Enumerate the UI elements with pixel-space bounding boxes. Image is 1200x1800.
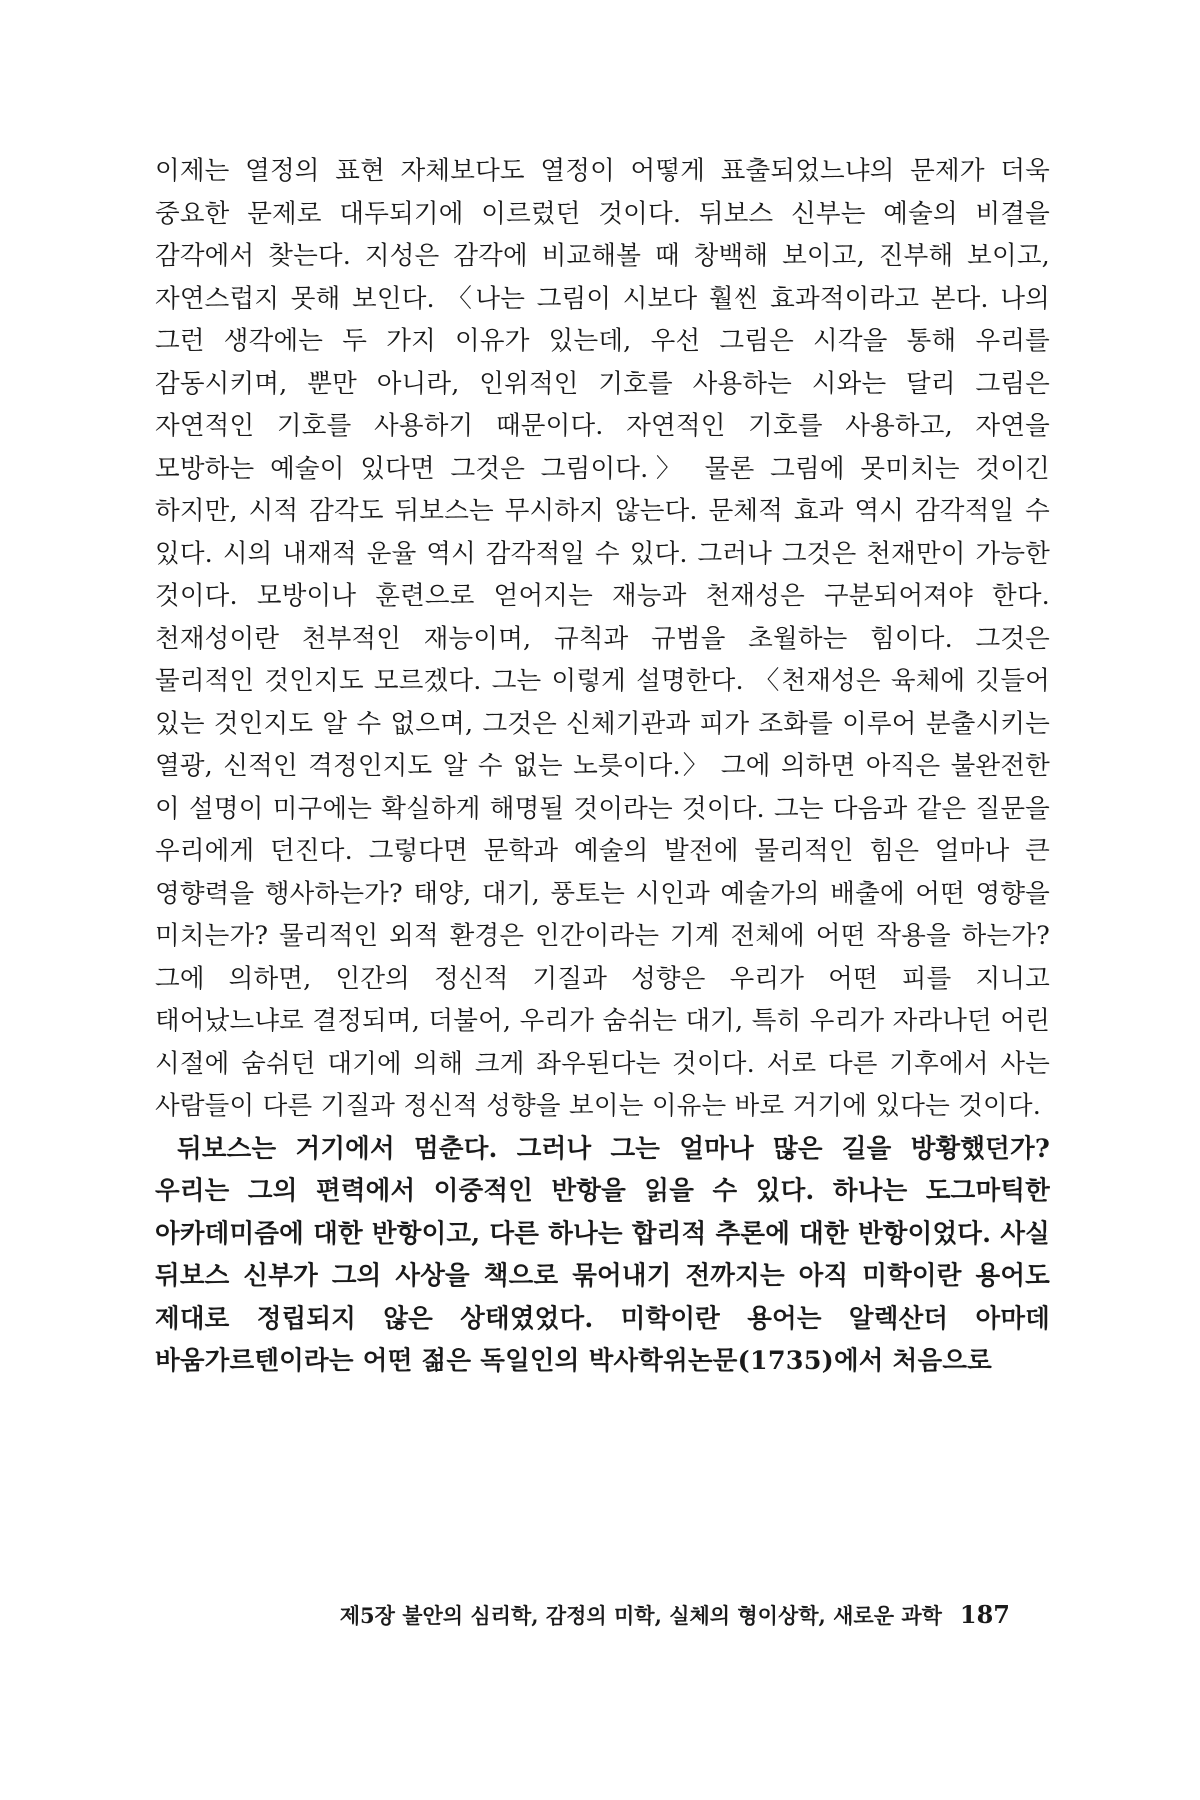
page-footer xyxy=(340,1600,1010,1630)
page-number: 187 xyxy=(959,1600,1010,1629)
paragraph-1: 이제는 열정의 표현 자체보다도 열정이 어떻게 표출되었느냐의 문제가 더욱 중요한 문제로 대두되기에 이르렀던 것이다. 뒤보스 신부는 예술의 비결을 감각에서 찾는다. 지성은 감각에 비교해볼 때 창백해 보이고, 진부해 보이고, 자연스럽지 못해 보인다. 〈나는 그림이 시보다 훨씬 효과적이라고 본다. 나의 그런 생각에는 두 가지 이유가 있는데, 우선 그림은 시각을 통해 우리를 감동시키며, 뿐만 아니라, 인위적인 기호를 사용하는 시와는 달리 그림은 자연적인 기호를 사용하기 때문이다. 자연적인 기호를 사용하고, 자연을 모방하는 예술이 있다면 그것은 그림이다.〉 물론 그림에 못미치는 것이긴 하지만, 시적 감각도 뒤보스는 무시하지 않는다. 문체적 효과 역시 감각적일 수 있다. 시의 내재적 운율 역시 감각적일 수 있다. 그러나 그것은 천재만이 가능한 것이다. 모방이나 훈련으로 얻어지는 재능과 천재성은 구분되어져야 한다. 천재성이란 천부적인 재능이며, 규칙과 규범을 초월하는 힘이다. 그것은 물리적인 것인지도 모르겠다. 그는 이렇게 설명한다. 〈천재성은 육체에 깃들어 있는 것인지도 알 수 없으며, 그것은 신체기관과 피가 조화를 이루어 분출시키는 열광, 신적인 격정인지도 알 수 없는 노릇이다.〉 그에 의하면 아직은 불완전한 이 설명이 미구에는 확실하게 해명될 것이라는 것이다. 그는 다음과 같은 질문을 우리에게 던진다. 그렇다면 문학과 예술의 발전에 물리적인 힘은 얼마나 큰 영향력을 행사하는가? 태양, 대기, 풍토는 시인과 예술가의 배출에 어떤 영향을 미치는가? 물리적인 외적 환경은 인간이라는 기계 전체에 어떤 작용을 하는가? 그에 의하면, 인간의 정신적 기질과 성향은 우리가 어떤 피를 지니고 태어났느냐로 결정되며, 더불어, 우리가 숨쉬는 대기, 특히 우리가 자라나던 어린 시절에 숨쉬던 대기에 의해 크게 좌우된다는 것이다. 서로 다른 기후에서 사는 사람들이 다른 기질과 정신적 성향을 보이는 이유는 바로 거기에 있다는 것이다. xyxy=(155,156,1050,1121)
running-title: 제5장 불안의 심리학, 감정의 미학, 실체의 형이상학, 새로운 과학 xyxy=(339,1603,942,1628)
paragraph-2: 뒤보스는 거기에서 멈춘다. 그러나 그는 얼마나 많은 길을 방황했던가? 우리는 그의 편력에서 이중적인 반항을 읽을 수 있다. 하나는 도그마틱한 아카데미즘에 대한 반항이고, 다른 하나는 합리적 추론에 대한 반항이었다. 사실 뒤보스 신부가 그의 사상을 책으로 묶어내기 전까지는 아직 미학이란 용어도 제대로 정립되지 않은 상태였었다. 미학이란 용어는 알렉산더 아마데 바움가르텐이라는 어떤 젊은 독일인의 박사학위논문(1735)에서 처음으로 xyxy=(155,1133,1050,1376)
body-text xyxy=(155,150,1050,1383)
